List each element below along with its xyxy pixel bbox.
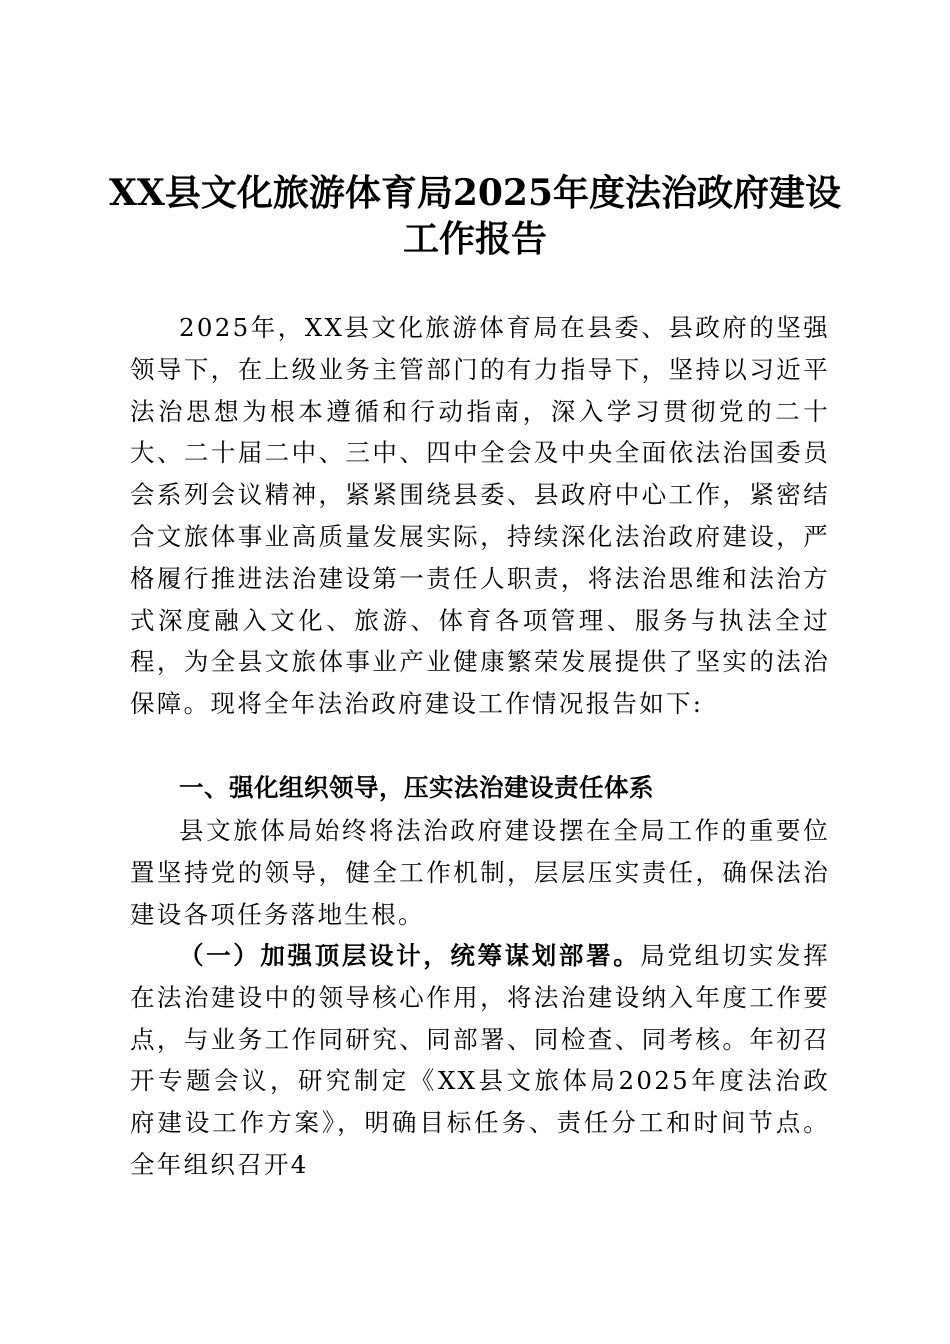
subsection-1-lead: （一）加强顶层设计，统筹谋划部署。 (179, 941, 641, 970)
section-1-paragraph: 县文旅体局始终将法治政府建设摆在全局工作的重要位置坚持党的领导，健全工作机制，层层压实责任，确保法治建设各项任务落地生根。 (130, 816, 830, 929)
document-title-line-1: XX县文化旅游体育局2025年度法治政府建设 (108, 172, 842, 214)
document-title-line-2: 工作报告 (402, 218, 547, 260)
intro-paragraph: 2025年，XX县文化旅游体育局在县委、县政府的坚强领导下，在上级业务主管部门的有力指导下，坚持以习近平法治思想为根本遵循和行动指南，深入学习贯彻党的二十大、二十届二中、三中、四中全会及中央全面依法治国委员会系列会议精神，紧紧围绕县委、县政府中心工作，紧密结合文旅体事业高质量发展实际，持续深化法治政府建设，严格履行推进法治建设第一责任人职责，将法治思维和法治方式深度融入文化、旅游、体育各项管理、服务与执法全过程，为全县文旅体事业产业健康繁荣发展提供了坚实的法治保障。现将全年法治政府建设工作情况报告如下: (130, 313, 830, 719)
subsection-1-paragraph (130, 935, 830, 1186)
subsection-1-text: 局党组切实发挥在法治建设中的领导核心作用，将法治建设纳入年度工作要点，与业务工作同研究、同部署、同检查、同考核。年初召开专题会议，研究制定《XX县文旅体局2025年度法治政府建设工作方案》，明确目标任务、责任分工和时间节点。全年组织召开4 (130, 941, 830, 1179)
section-1-heading: 一、强化组织领导，压实法治建设责任体系 (179, 773, 654, 802)
